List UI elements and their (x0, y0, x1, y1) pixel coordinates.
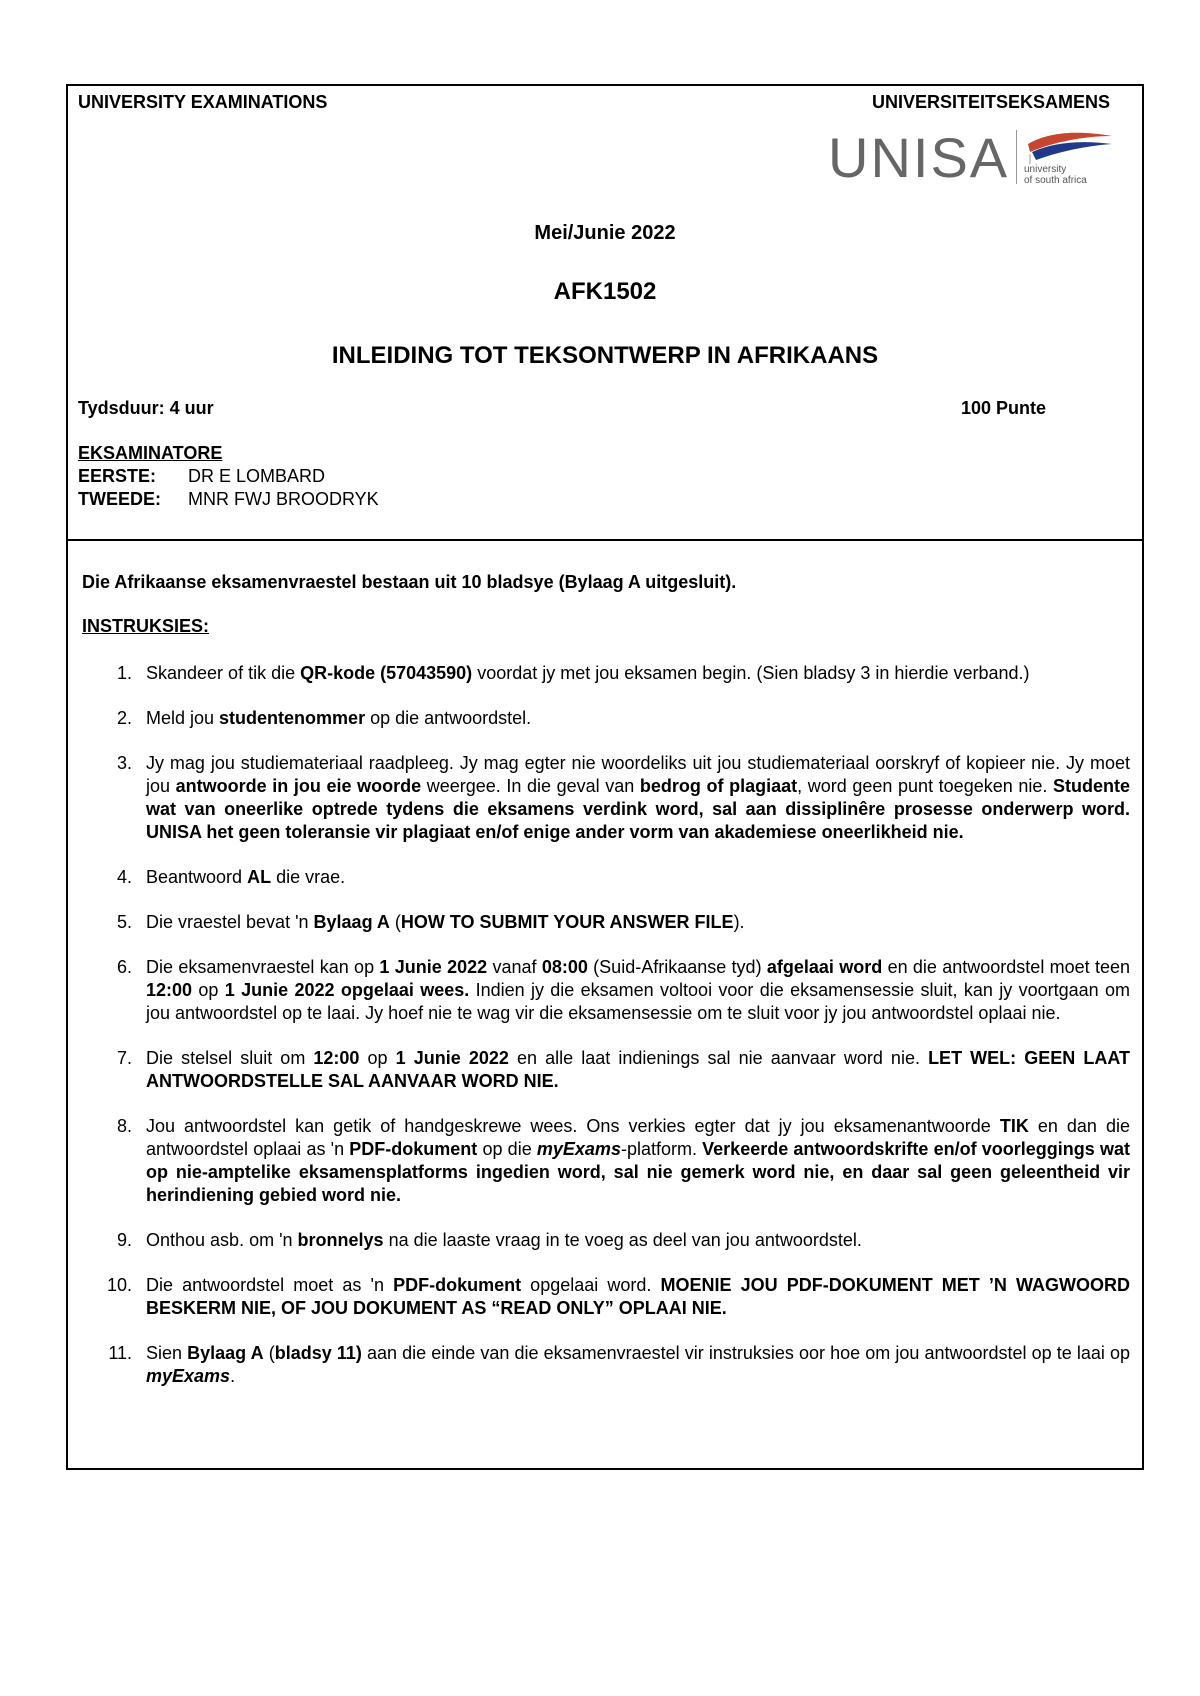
logo-divider (1016, 130, 1017, 184)
instruction-item (98, 752, 1130, 844)
examiners-block (78, 442, 379, 511)
instruction-text: op (192, 980, 225, 1000)
instruction-text: Jou antwoordstel kan getik of handgeskrewe wees. Ons verkies egter dat jy jou eksamenantwoorde (146, 1116, 1000, 1136)
instruction-item (98, 1047, 1130, 1093)
instruction-number: 4. (116, 867, 132, 887)
instruction-text: Sien (146, 1343, 188, 1363)
examiner-first (78, 465, 379, 488)
instruction-text: Meld jou (146, 708, 220, 728)
header-universiteitseksamens: UNIVERSITEITSEKSAMENS (871, 92, 1110, 112)
instruction-emphasis: QR-kode (57043590) (300, 663, 473, 683)
instruction-text: (Suid-Afrikaanse tyd) (587, 957, 767, 977)
instruction-emphasis: 08:00 (541, 957, 588, 977)
instruction-emphasis: 1 Junie 2022 opgelaai wees. (224, 980, 470, 1000)
examiner-second (78, 488, 379, 511)
exam-marks: 100 Punte (960, 398, 1046, 418)
instruction-number: 7. (116, 1048, 132, 1068)
instruction-number: 2. (116, 708, 132, 728)
exam-date: Mei/Junie 2022 (534, 222, 676, 244)
instruction-text: die vrae. (271, 867, 346, 887)
instructions-list (98, 662, 1130, 1410)
instruction-text: vanaf (487, 957, 542, 977)
module-code: AFK1502 (553, 278, 657, 305)
instruction-text: , word geen punt toegeken nie. (797, 776, 1053, 796)
instruction-emphasis: 12:00 (146, 980, 193, 1000)
section-divider (68, 539, 1142, 541)
examiner-second-label: TWEEDE: (78, 489, 161, 509)
instruction-emphasis: bladsy 11) (274, 1343, 362, 1363)
instruction-text: ( (263, 1343, 275, 1363)
instruction-number: 8. (116, 1116, 132, 1136)
instruction-item (98, 1229, 1130, 1252)
instruction-text: Beantwoord (146, 867, 248, 887)
instruction-text: en die antwoordstel moet teen (882, 957, 1131, 977)
instruction-emphasis: TIK (999, 1116, 1029, 1136)
instruction-emphasis: afgelaai word (766, 957, 883, 977)
instruction-text: Indien jy die eksamen voltooi voor die eksamensessie sluit, kan jy voortgaan om jou antwoordstel op te laai. Jy hoef nie te wag vir die eksamensessie om te sluit voor jy jou antwoordstel oplaai nie. (146, 980, 1130, 1023)
instruction-emphasis: MOENIE JOU PDF-DOKUMENT MET ’N WAGWOORD BESKERM NIE, OF JOU DOKUMENT AS “READ ONLY” OPLAAI NIE. (146, 1275, 1130, 1318)
instruction-item (98, 707, 1130, 730)
examiner-first-name: DR E LOMBARD (188, 466, 326, 486)
logo-sub-line-2: of south africa (1024, 175, 1087, 186)
instruction-item (98, 1115, 1130, 1207)
logo-subtitle (1024, 164, 1087, 186)
instruction-emphasis: 12:00 (313, 1048, 360, 1068)
instruction-item (98, 911, 1130, 934)
instruction-emphasis: bronnelys (297, 1230, 384, 1250)
instruction-text: Onthou asb. om 'n (146, 1230, 298, 1250)
instruction-emphasis: PDF-dokument (349, 1139, 478, 1159)
instruction-emphasis-italic: myExams (146, 1366, 231, 1386)
instruction-item (98, 1342, 1130, 1388)
instruction-emphasis: 1 Junie 2022 (379, 957, 488, 977)
instruction-text: ( (389, 912, 401, 932)
paper-page-count-note: Die Afrikaanse eksamenvraestel bestaan uit 10 bladsye (Bylaag A uitgesluit). (82, 572, 737, 592)
logo-wordmark: UNISA (828, 126, 1010, 189)
instruction-text: Die vraestel bevat 'n (146, 912, 314, 932)
instruction-text: na die laaste vraag in te voeg as deel van jou antwoordstel. (383, 1230, 862, 1250)
instruction-number: 9. (116, 1230, 132, 1250)
instruction-emphasis: antwoorde in jou eie woorde (175, 776, 422, 796)
instruction-item (98, 956, 1130, 1025)
instruction-emphasis: HOW TO SUBMIT YOUR ANSWER FILE (400, 912, 734, 932)
instruction-number: 5. (116, 912, 132, 932)
instruction-text: op die (477, 1139, 537, 1159)
module-title: INLEIDING TOT TEKSONTWERP IN AFRIKAANS (331, 342, 879, 369)
instruction-text: op die antwoordstel. (365, 708, 532, 728)
instruction-emphasis: LET WEL: GEEN LAAT ANTWOORDSTELLE SAL AANVAAR WORD NIE. (146, 1048, 1130, 1091)
instruction-text: aan die einde van die eksamenvraestel vir instruksies oor hoe om jou antwoordstel op te laai op (361, 1343, 1131, 1363)
instruction-text: voordat jy met jou eksamen begin. (Sien bladsy 3 in hierdie verband.) (472, 663, 1030, 683)
exam-cover-frame (66, 84, 1144, 1470)
instruction-text: Die eksamenvraestel kan op (146, 957, 380, 977)
instructions-heading: INSTRUKSIES: (82, 616, 210, 636)
instruction-text: . (230, 1366, 236, 1386)
instruction-item (98, 662, 1130, 685)
instruction-emphasis: Bylaag A (313, 912, 390, 932)
instruction-number: 3. (116, 753, 132, 773)
examiner-second-name: MNR FWJ BROODRYK (188, 489, 379, 509)
instruction-text: ). (733, 912, 745, 932)
instruction-number: 1. (116, 663, 132, 683)
instruction-emphasis: Verkeerde antwoordskrifte en/of voorleggings wat op nie-amptelike eksamensplatforms ingedien word, sal nie gemerk word nie, en daar sal geen geleentheid vir herindiening gebied word nie. (146, 1139, 1130, 1205)
instruction-emphasis-italic: myExams (536, 1139, 621, 1159)
instruction-text: en dan die antwoordstel oplaai as 'n (146, 1116, 1130, 1159)
exam-duration: Tydsduur: 4 uur (78, 398, 214, 418)
instruction-text: Die antwoordstel moet as 'n (146, 1275, 394, 1295)
instruction-emphasis: PDF-dokument (393, 1275, 522, 1295)
instruction-text: opgelaai word. (521, 1275, 661, 1295)
header-university-examinations: UNIVERSITY EXAMINATIONS (78, 92, 328, 112)
instruction-emphasis: Studente wat van oneerlike optrede tydens die eksamens verdink word, sal aan dissiplinêre prosesse onderwerp word. UNISA het geen toleransie vir plagiaat en/of enige ander vorm van akademiese oneerlikheid nie. (146, 776, 1130, 842)
instruction-text: weergee. In die geval van (421, 776, 640, 796)
instruction-number: 11. (108, 1343, 132, 1363)
instruction-emphasis: Bylaag A (187, 1343, 264, 1363)
instruction-emphasis: 1 Junie 2022 (395, 1048, 509, 1068)
instruction-text: Skandeer of tik die (146, 663, 301, 683)
instruction-number: 10. (106, 1275, 132, 1295)
examiner-first-label: EERSTE: (78, 466, 157, 486)
instruction-text: -platform. (620, 1139, 703, 1159)
instruction-emphasis: AL (247, 867, 272, 887)
instruction-text: op (359, 1048, 396, 1068)
instruction-number: 6. (116, 957, 132, 977)
unisa-wing-icon (1024, 130, 1116, 166)
instruction-item (98, 1274, 1130, 1320)
logo-sub-line-1: university (1024, 164, 1067, 175)
instruction-emphasis: studentenommer (219, 708, 366, 728)
instruction-text: en alle laat indienings sal nie aanvaar word nie. (508, 1048, 929, 1068)
instruction-emphasis: bedrog of plagiaat (639, 776, 798, 796)
examiners-heading: EKSAMINATORE (78, 443, 223, 463)
instruction-item (98, 866, 1130, 889)
unisa-logo (828, 124, 1128, 192)
instruction-text: Jy mag jou studiemateriaal raadpleeg. Jy mag egter nie woordeliks uit jou studiemateriaal oorskryf of kopieer nie. Jy moet jou (146, 753, 1130, 796)
instruction-text: Die stelsel sluit om (146, 1048, 314, 1068)
